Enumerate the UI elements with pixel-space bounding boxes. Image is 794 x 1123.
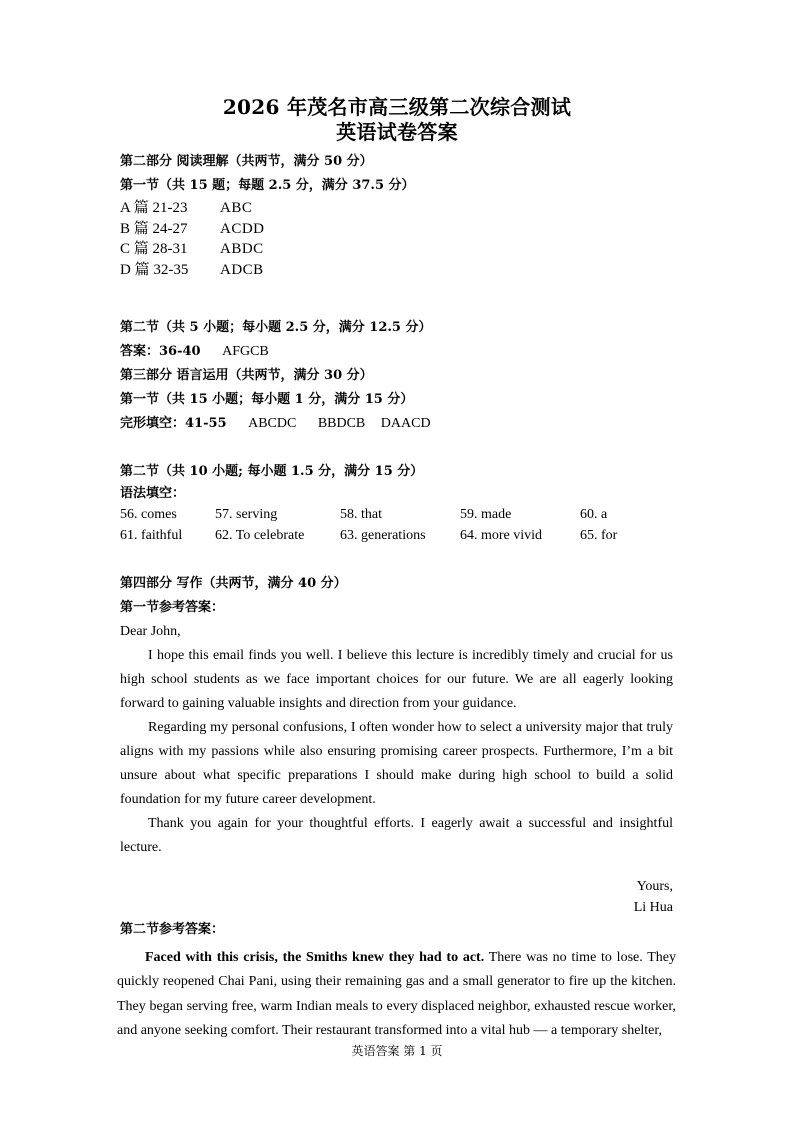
part4-heading: 第四部分 写作（共两节，满分 40 分） <box>120 576 347 591</box>
answer-value: ACDD <box>220 220 265 237</box>
exam-title: 2026 年茂名市高三级第二次综合测试 <box>222 95 572 119</box>
grammar-answer: 57. serving <box>215 507 278 522</box>
reading-answer-row <box>120 219 673 240</box>
grammar-fill-label: 语法填空： <box>120 486 186 501</box>
part2-heading: 第二部分 阅读理解（共两节，满分 50 分） <box>120 154 373 169</box>
answer-content <box>117 150 676 1043</box>
answer-label: B 篇 24-27 <box>120 220 188 237</box>
answer-label: A 篇 21-23 <box>120 200 188 216</box>
spacer <box>120 436 673 460</box>
story-text: There was no time to lose. They quickly reopened Chai Pani, using their remaining gas and a small generator to fire up the kitchen. They began serving free, warm Indian meals to every displaced neighbor, exhausted rescue worker, and anyone seeking comfort. Their restaurant transformed into a vital hub — a temporary shelter, <box>117 950 676 1038</box>
seven-choose-five-answer <box>120 340 673 364</box>
letter-paragraph: Thank you again for your thoughtful efforts. I eagerly await a successful and insightful lecture. <box>120 816 673 855</box>
grammar-answer: 61. faithful <box>120 528 183 543</box>
reading-answer-row <box>120 260 673 281</box>
reading-answer-row <box>120 198 673 219</box>
part3-heading: 第三部分 语言运用（共两节，满分 30 分） <box>120 368 373 383</box>
letter-closing: Yours, <box>636 879 673 894</box>
cloze-group: DAACD <box>380 416 431 431</box>
letter-paragraph: Regarding my personal confusions, I often wonder how to select a university major that truly aligns with my passions while also ensuring promising career prospects. Furthermore, I’m a bit unsure about what specific preparations I should make during high school to build a solid foundation for my future career development. <box>120 720 673 807</box>
part2-section1-heading: 第一节（共 15 题；每题 2.5 分，满分 37.5 分） <box>120 178 415 193</box>
grammar-answer: 62. To celebrate <box>215 528 305 543</box>
story-lead-sentence: Faced with this crisis, the Smiths knew they had to act. <box>145 950 485 965</box>
answer-value: ABDC <box>220 241 264 257</box>
grammar-answer: 60. a <box>580 507 608 522</box>
spacer <box>120 280 673 316</box>
answer-label: C 篇 28-31 <box>120 241 188 257</box>
letter-paragraph: I hope this email finds you well. I believe this lecture is incredibly timely and crucial for us high school students as we face important choices for our future. We are all eagerly looking forward to gaining valuable insights and direction from your guidance. <box>120 648 673 711</box>
grammar-answer: 58. that <box>340 507 382 522</box>
answer-label: D 篇 32-35 <box>120 261 189 278</box>
letter-signature: Li Hua <box>633 900 673 915</box>
page-footer: 英语答案 第 1 页 <box>351 1044 443 1058</box>
grammar-answer: 64. more vivid <box>460 528 543 543</box>
part4-section2-heading: 第二节参考答案： <box>120 922 225 937</box>
cloze-answers <box>120 412 673 436</box>
part3-section1-heading: 第一节（共 15 小题；每小题 1 分，满分 15 分） <box>120 392 414 407</box>
grammar-answer: 56. comes <box>120 507 177 522</box>
part4-section1-heading: 第一节参考答案： <box>120 600 225 615</box>
answer-value: ADCB <box>220 261 264 278</box>
exam-subtitle: 英语试卷答案 <box>336 120 458 144</box>
grammar-answer: 65. for <box>580 528 618 543</box>
answer-label: 答案：36-40 <box>120 344 201 359</box>
reading-answer-row <box>120 239 673 260</box>
answer-value: AFGCB <box>222 344 269 359</box>
grammar-answer: 59. made <box>460 507 512 522</box>
grammar-fill-grid <box>120 504 673 546</box>
continuation-story <box>117 946 676 1043</box>
reading-answers <box>120 198 673 280</box>
part3-section2-heading: 第二节（共 10 小题; 每小题 1.5 分，满分 15 分） <box>120 464 424 479</box>
title-block <box>0 95 794 145</box>
part2-section2-heading: 第二节（共 5 小题；每小题 2.5 分，满分 12.5 分） <box>120 320 432 335</box>
answer-value: ABC <box>220 200 253 216</box>
spacer <box>120 546 673 572</box>
cloze-group: BBDCB <box>317 416 366 431</box>
letter-greeting: Dear John, <box>120 624 181 639</box>
spacer <box>120 860 673 876</box>
grammar-answer: 63. generations <box>340 528 426 543</box>
cloze-group: ABCDC <box>248 416 297 431</box>
cloze-label: 完形填空：41-55 <box>120 416 227 431</box>
